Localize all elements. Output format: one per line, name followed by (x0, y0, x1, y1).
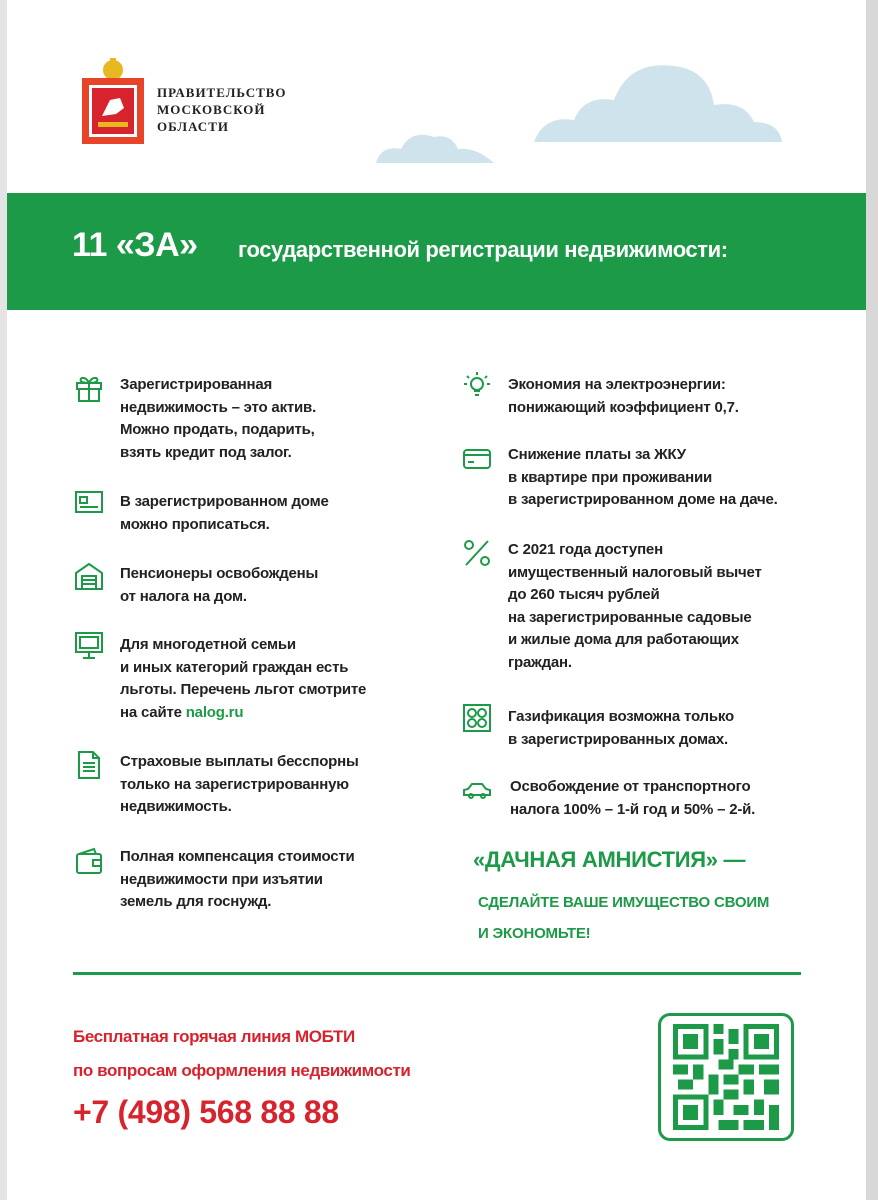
text-line: граждан. (508, 653, 572, 671)
text-line: в зарегистрированном доме на даче. (508, 491, 778, 508)
text-line: Можно продать, подарить, (120, 421, 315, 438)
hotline-line: по вопросам оформления недвижимости (73, 1061, 411, 1080)
text-line (120, 702, 366, 725)
hotline-text (73, 1020, 410, 1088)
moscow-oblast-emblem-icon (80, 58, 146, 146)
lightbulb-icon (462, 370, 492, 400)
title-number: 11 «ЗА» (72, 226, 198, 264)
nalog-link[interactable]: nalog.ru (185, 703, 244, 721)
text-line: в зарегистрированных домах. (508, 730, 729, 748)
qr-code[interactable] (658, 1013, 794, 1141)
percent-icon (462, 538, 492, 568)
gas-burner-icon (462, 703, 492, 733)
text-line: недвижимость. (120, 798, 232, 815)
benefit-utilities (508, 444, 778, 512)
monitor-icon (74, 630, 104, 660)
text-line: Снижение платы за ЖКУ (508, 446, 686, 463)
cloud-icon (534, 60, 784, 144)
text-line: недвижимости при изъятии (120, 870, 323, 888)
document-icon (74, 750, 104, 780)
benefit-electricity (508, 374, 739, 419)
text-line: до 260 тысяч рублей (508, 586, 660, 603)
text-line: Освобождение от транспортного (510, 778, 751, 795)
benefit-tax-deduction (508, 539, 762, 674)
page-edge (0, 0, 7, 1200)
org-line: МОСКОВСКОЙ (157, 102, 266, 117)
text-line: Полная компенсация стоимости (120, 848, 355, 865)
hotline-line: Бесплатная горячая линия МОБТИ (73, 1027, 355, 1046)
text-line: понижающий коэффициент 0,7. (508, 398, 739, 416)
text-line: в квартире при проживании (508, 468, 712, 486)
benefit-insurance (120, 751, 359, 819)
slogan-text (478, 887, 769, 949)
slogan-line: СДЕЛАЙТЕ ВАШЕ ИМУЩЕСТВО СВОИМ (478, 894, 770, 911)
text-line: Страховые выплаты бесспорны (120, 753, 359, 770)
org-line: ПРАВИТЕЛЬСТВО (157, 85, 287, 100)
benefit-gasification (508, 706, 734, 751)
hotline-phone[interactable]: +7 (498) 568 88 88 (73, 1094, 339, 1130)
text-line: недвижимость – это актив. (120, 398, 317, 416)
benefit-transport-tax (510, 776, 755, 821)
cloud-icon (376, 125, 496, 165)
slogan-title: «ДАЧНАЯ АМНИСТИЯ» — (473, 847, 746, 872)
qr-code-icon (671, 1024, 781, 1130)
id-card-icon (74, 488, 104, 518)
slogan-line: И ЭКОНОМЬТЕ! (478, 925, 591, 942)
page-edge (866, 0, 878, 1200)
text-line: земель для госнужд. (120, 893, 272, 910)
text-line: Зарегистрированная (120, 376, 273, 393)
text-line: и жилые дома для работающих (508, 631, 739, 648)
text-line: Экономия на электроэнергии: (508, 376, 726, 393)
gift-icon (74, 373, 104, 403)
benefit-pensioners (120, 563, 318, 608)
text-prefix: на сайте (120, 703, 186, 721)
divider (73, 972, 801, 975)
text-line: льготы. Перечень льгот смотрите (120, 681, 367, 698)
text-line: и иных категорий граждан есть (120, 658, 349, 676)
text-line: от налога на дом. (120, 587, 247, 605)
text-line: только на зарегистрированную (120, 775, 349, 793)
text-line: можно прописаться. (120, 515, 270, 533)
org-name (157, 84, 287, 135)
title-text: государственной регистрации недвижимости: (238, 237, 728, 262)
benefit-registration (120, 491, 329, 536)
car-icon (462, 775, 492, 805)
text-line: С 2021 года доступен (508, 541, 663, 558)
benefit-large-families (120, 634, 366, 724)
credit-card-icon (462, 444, 492, 474)
garage-icon (74, 561, 104, 591)
text-line: взять кредит под залог. (120, 443, 292, 461)
text-line: имущественный налоговый вычет (508, 563, 762, 581)
text-line: Для многодетной семьи (120, 636, 296, 653)
text-line: Газификация возможна только (508, 708, 734, 725)
text-line: В зарегистрированном доме (120, 493, 329, 510)
text-line: налога 100% – 1-й год и 50% – 2-й. (510, 800, 756, 818)
benefit-asset (120, 374, 316, 464)
text-line: Пенсионеры освобождены (120, 565, 319, 582)
text-line: на зарегистрированные садовые (508, 608, 752, 626)
org-line: ОБЛАСТИ (157, 119, 229, 134)
benefit-compensation (120, 846, 355, 914)
wallet-icon (74, 846, 104, 876)
